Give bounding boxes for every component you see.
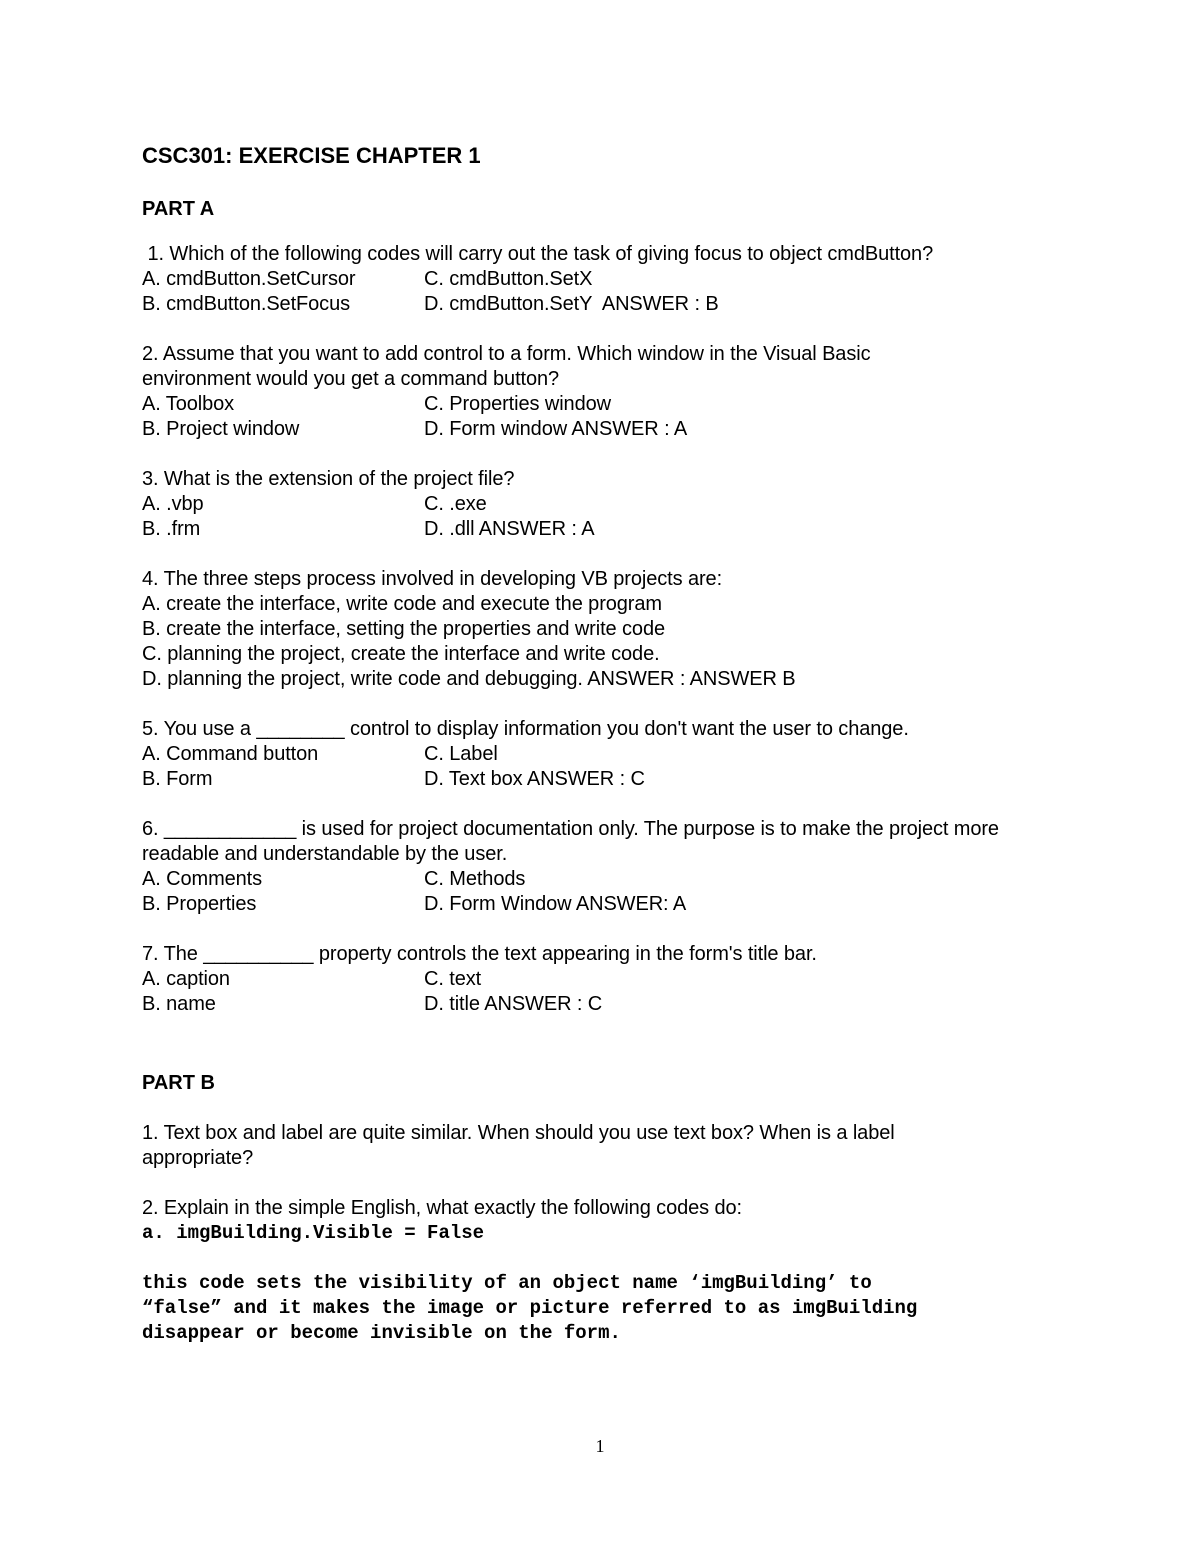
question-7 [142, 942, 1062, 1017]
option-row [142, 267, 1062, 292]
explanation-line: this code sets the visibility of an object name ‘imgBuilding’ to [142, 1272, 872, 1294]
option-a: A. .vbp [142, 493, 204, 515]
option-c: C. Methods [424, 868, 526, 890]
option-d-answer [142, 667, 1062, 692]
option-row [142, 292, 1062, 317]
question-2 [142, 342, 1062, 442]
option-b: B. name [142, 993, 216, 1015]
option-d-answer: D. Form Window ANSWER: A [424, 893, 687, 915]
page-number: 1 [595, 1436, 605, 1456]
option-b: B. cmdButton.SetFocus [142, 293, 350, 315]
option-row [142, 867, 1062, 892]
option-a: A. caption [142, 968, 230, 990]
option-d-answer: D. Text box ANSWER : C [424, 768, 645, 790]
option-d-answer: D. title ANSWER : C [424, 993, 603, 1015]
question-4 [142, 567, 1062, 692]
option-text: D. planning the project, write code and debugging. ANSWER : ANSWER B [142, 668, 796, 690]
option-row [142, 967, 1062, 992]
question-1 [142, 242, 1062, 317]
question-stem: 5. You use a ________ control to display information you don't want the user to change. [142, 718, 909, 740]
document-body [142, 140, 1062, 1346]
option-row [142, 892, 1062, 917]
option-b: B. Project window [142, 418, 300, 440]
option-d-answer: D. .dll ANSWER : A [424, 518, 595, 540]
option-c: C. Label [424, 743, 498, 765]
code-explanation [142, 1271, 1062, 1346]
option-row [142, 992, 1062, 1017]
question-6 [142, 817, 1062, 917]
question-stem: 6. ____________ is used for project documentation only. The purpose is to make the project more readable and understandable by the user. [142, 818, 999, 865]
part-b-question-1: 1. Text box and label are quite similar. When should you use text box? When is a label appropriate? [142, 1122, 895, 1169]
part-b-heading: PART B [142, 1072, 215, 1094]
option-c: C. Properties window [424, 393, 611, 415]
option-row [142, 492, 1062, 517]
question-stem: 2. Assume that you want to add control to a form. Which window in the Visual Basic environment would you get a command button? [142, 343, 871, 390]
explanation-line: disappear or become invisible on the form. [142, 1322, 621, 1344]
option-b: B. Properties [142, 893, 257, 915]
option-row [142, 767, 1062, 792]
option-b: B. .frm [142, 518, 201, 540]
question-stem: 4. The three steps process involved in developing VB projects are: [142, 568, 723, 590]
option-d-answer: D. Form window ANSWER : A [424, 418, 688, 440]
option-b: B. Form [142, 768, 213, 790]
question-5 [142, 717, 1062, 792]
option-c: C. cmdButton.SetX [424, 268, 593, 290]
question-stem: 1. Which of the following codes will carry out the task of giving focus to object cmdButton? [142, 243, 934, 265]
option-c: C. text [424, 968, 482, 990]
option-a: A. Command button [142, 743, 319, 765]
option-a [142, 592, 1062, 617]
option-row [142, 392, 1062, 417]
option-c: C. .exe [424, 493, 487, 515]
question-stem: 3. What is the extension of the project file? [142, 468, 515, 490]
question-stem: 7. The __________ property controls the text appearing in the form's title bar. [142, 943, 817, 965]
option-a: A. Comments [142, 868, 263, 890]
option-text: C. planning the project, create the interface and write code. [142, 643, 660, 665]
part-b-question-2: 2. Explain in the simple English, what exactly the following codes do: [142, 1197, 743, 1219]
option-a: A. Toolbox [142, 393, 235, 415]
document-title: CSC301: EXERCISE CHAPTER 1 [142, 143, 481, 168]
code-line: a. imgBuilding.Visible = False [142, 1222, 485, 1244]
option-b [142, 617, 1062, 642]
option-row [142, 517, 1062, 542]
option-a: A. cmdButton.SetCursor [142, 268, 356, 290]
option-text: A. create the interface, write code and execute the program [142, 593, 662, 615]
question-3 [142, 467, 1062, 542]
explanation-line: “false” and it makes the image or picture referred to as imgBuilding [142, 1297, 918, 1319]
option-c [142, 642, 1062, 667]
option-text: B. create the interface, setting the properties and write code [142, 618, 665, 640]
option-d-answer: D. cmdButton.SetY ANSWER : B [424, 293, 719, 315]
part-a-heading: PART A [142, 198, 215, 220]
option-row [142, 417, 1062, 442]
option-row [142, 742, 1062, 767]
